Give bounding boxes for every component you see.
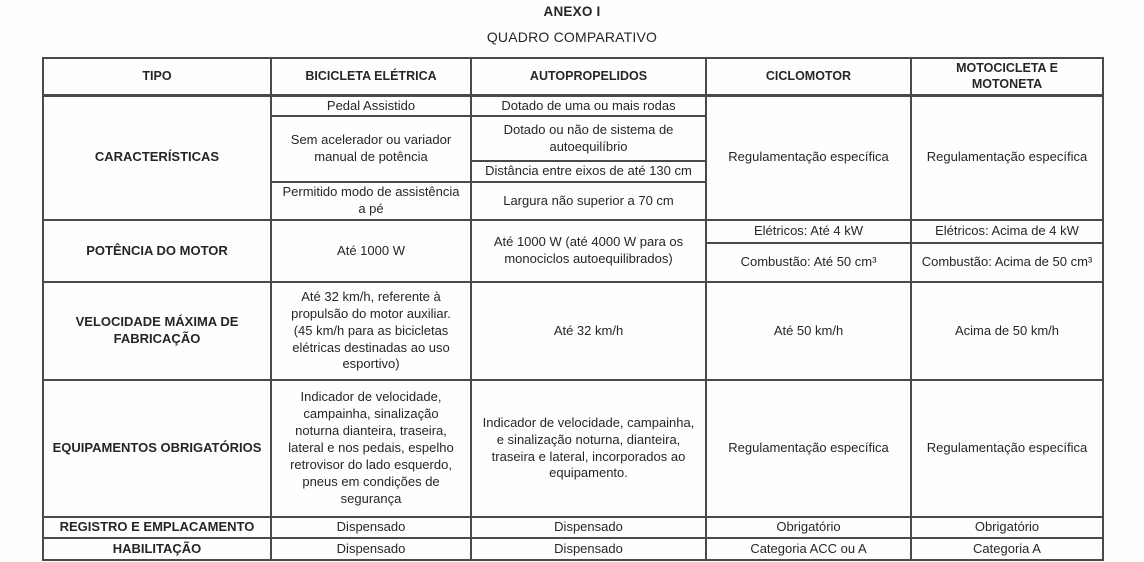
cell-caracteristicas-auto-eixos: Distância entre eixos de até 130 cm [471,161,706,182]
cell-caracteristicas-bicicleta-pedal: Pedal Assistido [271,95,471,116]
col-header-motocicleta-motoneta: MOTOCICLETA E MOTONETA [911,58,1103,95]
cell-registro-auto: Dispensado [471,517,706,538]
col-header-autopropelidos: AUTOPROPELIDOS [471,58,706,95]
cell-caracteristicas-auto-equilibrio: Dotado ou não de sistema de autoequilíbrio [471,116,706,161]
cell-velocidade-motocicleta: Acima de 50 km/h [911,282,1103,380]
cell-habilitacao-auto: Dispensado [471,538,706,560]
cell-caracteristicas-auto-rodas: Dotado de uma ou mais rodas [471,95,706,116]
cell-equipamentos-bicicleta: Indicador de velocidade, campainha, sinalização noturna dianteira, traseira, lateral e nos pedais, espelho retrovisor do lado esquerdo, pneus em condições de segurança [271,380,471,517]
cell-velocidade-bicicleta: Até 32 km/h, referente à propulsão do motor auxiliar. (45 km/h para as bicicletas elétricas destinadas ao uso esportivo) [271,282,471,380]
cell-potencia-auto: Até 1000 W (até 4000 W para os monociclos autoequilibrados) [471,220,706,282]
table-row [43,282,1103,380]
cell-registro-bicicleta: Dispensado [271,517,471,538]
row-label-caracteristicas: CARACTERÍSTICAS [43,95,271,220]
page-title: ANEXO I [543,4,601,19]
cell-velocidade-ciclomotor: Até 50 km/h [706,282,911,380]
cell-registro-ciclomotor: Obrigatório [706,517,911,538]
cell-equipamentos-ciclomotor: Regulamentação específica [706,380,911,517]
cell-velocidade-auto: Até 32 km/h [471,282,706,380]
row-label-habilitacao: HABILITAÇÃO [43,538,271,560]
cell-equipamentos-auto: Indicador de velocidade, campainha, e sinalização noturna, dianteira, traseira e lateral, incorporados ao equipamento. [471,380,706,517]
table-header-row [43,58,1103,95]
cell-habilitacao-bicicleta: Dispensado [271,538,471,560]
cell-caracteristicas-auto-largura: Largura não superior a 70 cm [471,182,706,220]
table-row [43,538,1103,560]
cell-potencia-moto-eletricos: Elétricos: Acima de 4 kW [911,220,1103,243]
cell-caracteristicas-bicicleta-acelerador: Sem acelerador ou variador manual de potência [271,116,471,182]
cell-habilitacao-motocicleta: Categoria A [911,538,1103,560]
page-subtitle: QUADRO COMPARATIVO [486,29,658,45]
cell-caracteristicas-bicicleta-assistencia: Permitido modo de assistência a pé [271,182,471,220]
cell-habilitacao-ciclomotor: Categoria ACC ou A [706,538,911,560]
cell-equipamentos-motocicleta: Regulamentação específica [911,380,1103,517]
row-label-equipamentos: EQUIPAMENTOS OBRIGATÓRIOS [43,380,271,517]
cell-caracteristicas-motocicleta: Regulamentação específica [911,95,1103,220]
row-label-registro: REGISTRO E EMPLACAMENTO [43,517,271,538]
cell-registro-motocicleta: Obrigatório [911,517,1103,538]
comparison-table [42,57,1104,561]
row-label-potencia: POTÊNCIA DO MOTOR [43,220,271,282]
table-row [43,517,1103,538]
cell-potencia-bicicleta: Até 1000 W [271,220,471,282]
col-header-tipo: TIPO [43,58,271,95]
col-header-ciclomotor: CICLOMOTOR [706,58,911,95]
cell-potencia-ciclomotor-combustao: Combustão: Até 50 cm³ [706,243,911,282]
table-row [43,220,1103,243]
cell-caracteristicas-ciclomotor: Regulamentação específica [706,95,911,220]
table-row [43,95,1103,116]
cell-potencia-moto-combustao: Combustão: Acima de 50 cm³ [911,243,1103,282]
row-label-velocidade: VELOCIDADE MÁXIMA DE FABRICAÇÃO [43,282,271,380]
cell-potencia-ciclomotor-eletricos: Elétricos: Até 4 kW [706,220,911,243]
col-header-bicicleta-eletrica: BICICLETA ELÉTRICA [271,58,471,95]
table-row [43,380,1103,517]
